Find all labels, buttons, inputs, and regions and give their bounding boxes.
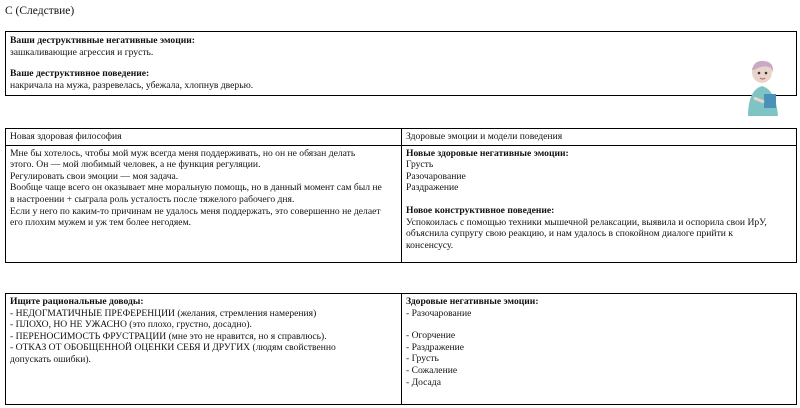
page-title: С (Следствие)	[5, 5, 75, 17]
new-behavior-title: Новое конструктивное поведение:	[406, 204, 555, 216]
rational-line: - НЕДОГМАТИЧНЫЕ ПРЕФЕРЕНЦИИ (желания, стремления намерения)	[10, 307, 317, 319]
behavior-line: консенсусу.	[406, 239, 454, 251]
philosophy-line: Если у него по каким-то причинам не удалось меня поддержать, это совершенно не делает	[10, 205, 381, 217]
philosophy-line: Вообще чаще всего он оказывает мне моральную помощь, но в данный момент сам был не	[10, 182, 382, 194]
emotion-item: - Сожаление	[406, 364, 458, 376]
behavior-line: объяснила супругу свою реакцию, и нам удалось в спокойном диалоге прийти к	[406, 228, 733, 240]
healthy-emotions-cell	[402, 145, 797, 262]
philosophy-line: Регулировать свои эмоции — моя задача.	[10, 170, 179, 182]
rational-table	[5, 293, 797, 405]
philosophy-line: Мне бы хотелось, чтобы мой муж всегда меня поддерживать, но он не обязан делать	[10, 147, 356, 159]
emotion-item: - Досада	[406, 376, 441, 388]
emotion-item: Грусть	[406, 159, 434, 171]
healthy-negative-title: Здоровые негативные эмоции:	[406, 296, 539, 307]
philosophy-table	[5, 128, 797, 263]
destructive-emotions-title: Ваши деструктивные негативные эмоции:	[10, 35, 195, 46]
philosophy-cell	[6, 145, 402, 262]
rational-line: - ПЛОХО, НО НЕ УЖАСНО (это плохо, грустно, досадно).	[10, 319, 252, 331]
destructive-emotions-text: зашкаливающие агрессия и грусть.	[10, 46, 154, 58]
rational-line: - ОТКАЗ ОТ ОБОБЩЕННОЙ ОЦЕНКИ СЕБЯ И ДРУГИХ (людям свойственно	[10, 342, 336, 354]
woman-illustration-icon	[740, 58, 786, 118]
healthy-emotions-header: Здоровые эмоции и модели поведения	[402, 129, 797, 146]
philosophy-header: Новая здоровая философия	[6, 129, 402, 146]
consequence-box	[5, 31, 797, 96]
emotion-item: Раздражение	[406, 182, 459, 194]
emotion-item: - Разочарование	[406, 307, 472, 319]
rational-arguments-cell	[6, 294, 402, 405]
rational-line: допускать ошибки).	[10, 353, 91, 365]
emotion-item: - Огорчение	[406, 330, 456, 342]
destructive-behavior-title: Ваше деструктивное поведение:	[10, 68, 150, 80]
rational-line: - ПЕРЕНОСИМОСТЬ ФРУСТРАЦИИ (мне это не нравится, но я справлюсь).	[10, 330, 327, 342]
emotion-item: - Раздражение	[406, 341, 465, 353]
rational-title: Ищите рациональные доводы:	[10, 296, 144, 307]
philosophy-line: этого. Он — мой любимый человек, а не функция регуляции.	[10, 159, 261, 171]
new-emotions-title: Новые здоровые негативные эмоции:	[406, 147, 569, 159]
emotion-item: - Грусть	[406, 353, 439, 365]
philosophy-line: его плохим мужем и уж тем более негодяем.	[10, 217, 192, 229]
behavior-line: Успокоилась с помощью техники мышечной релаксации, выявила и оспорила свои ИрУ,	[406, 216, 767, 228]
healthy-negative-emotions-cell	[402, 294, 797, 405]
destructive-behavior-text: накричала на мужа, разревелась, убежала, хлопнув дверью.	[10, 79, 254, 91]
philosophy-line: в настроении + сыграла роль усталость после тяжелого рабочего дня.	[10, 193, 295, 205]
emotion-item: Разочарование	[406, 170, 466, 182]
